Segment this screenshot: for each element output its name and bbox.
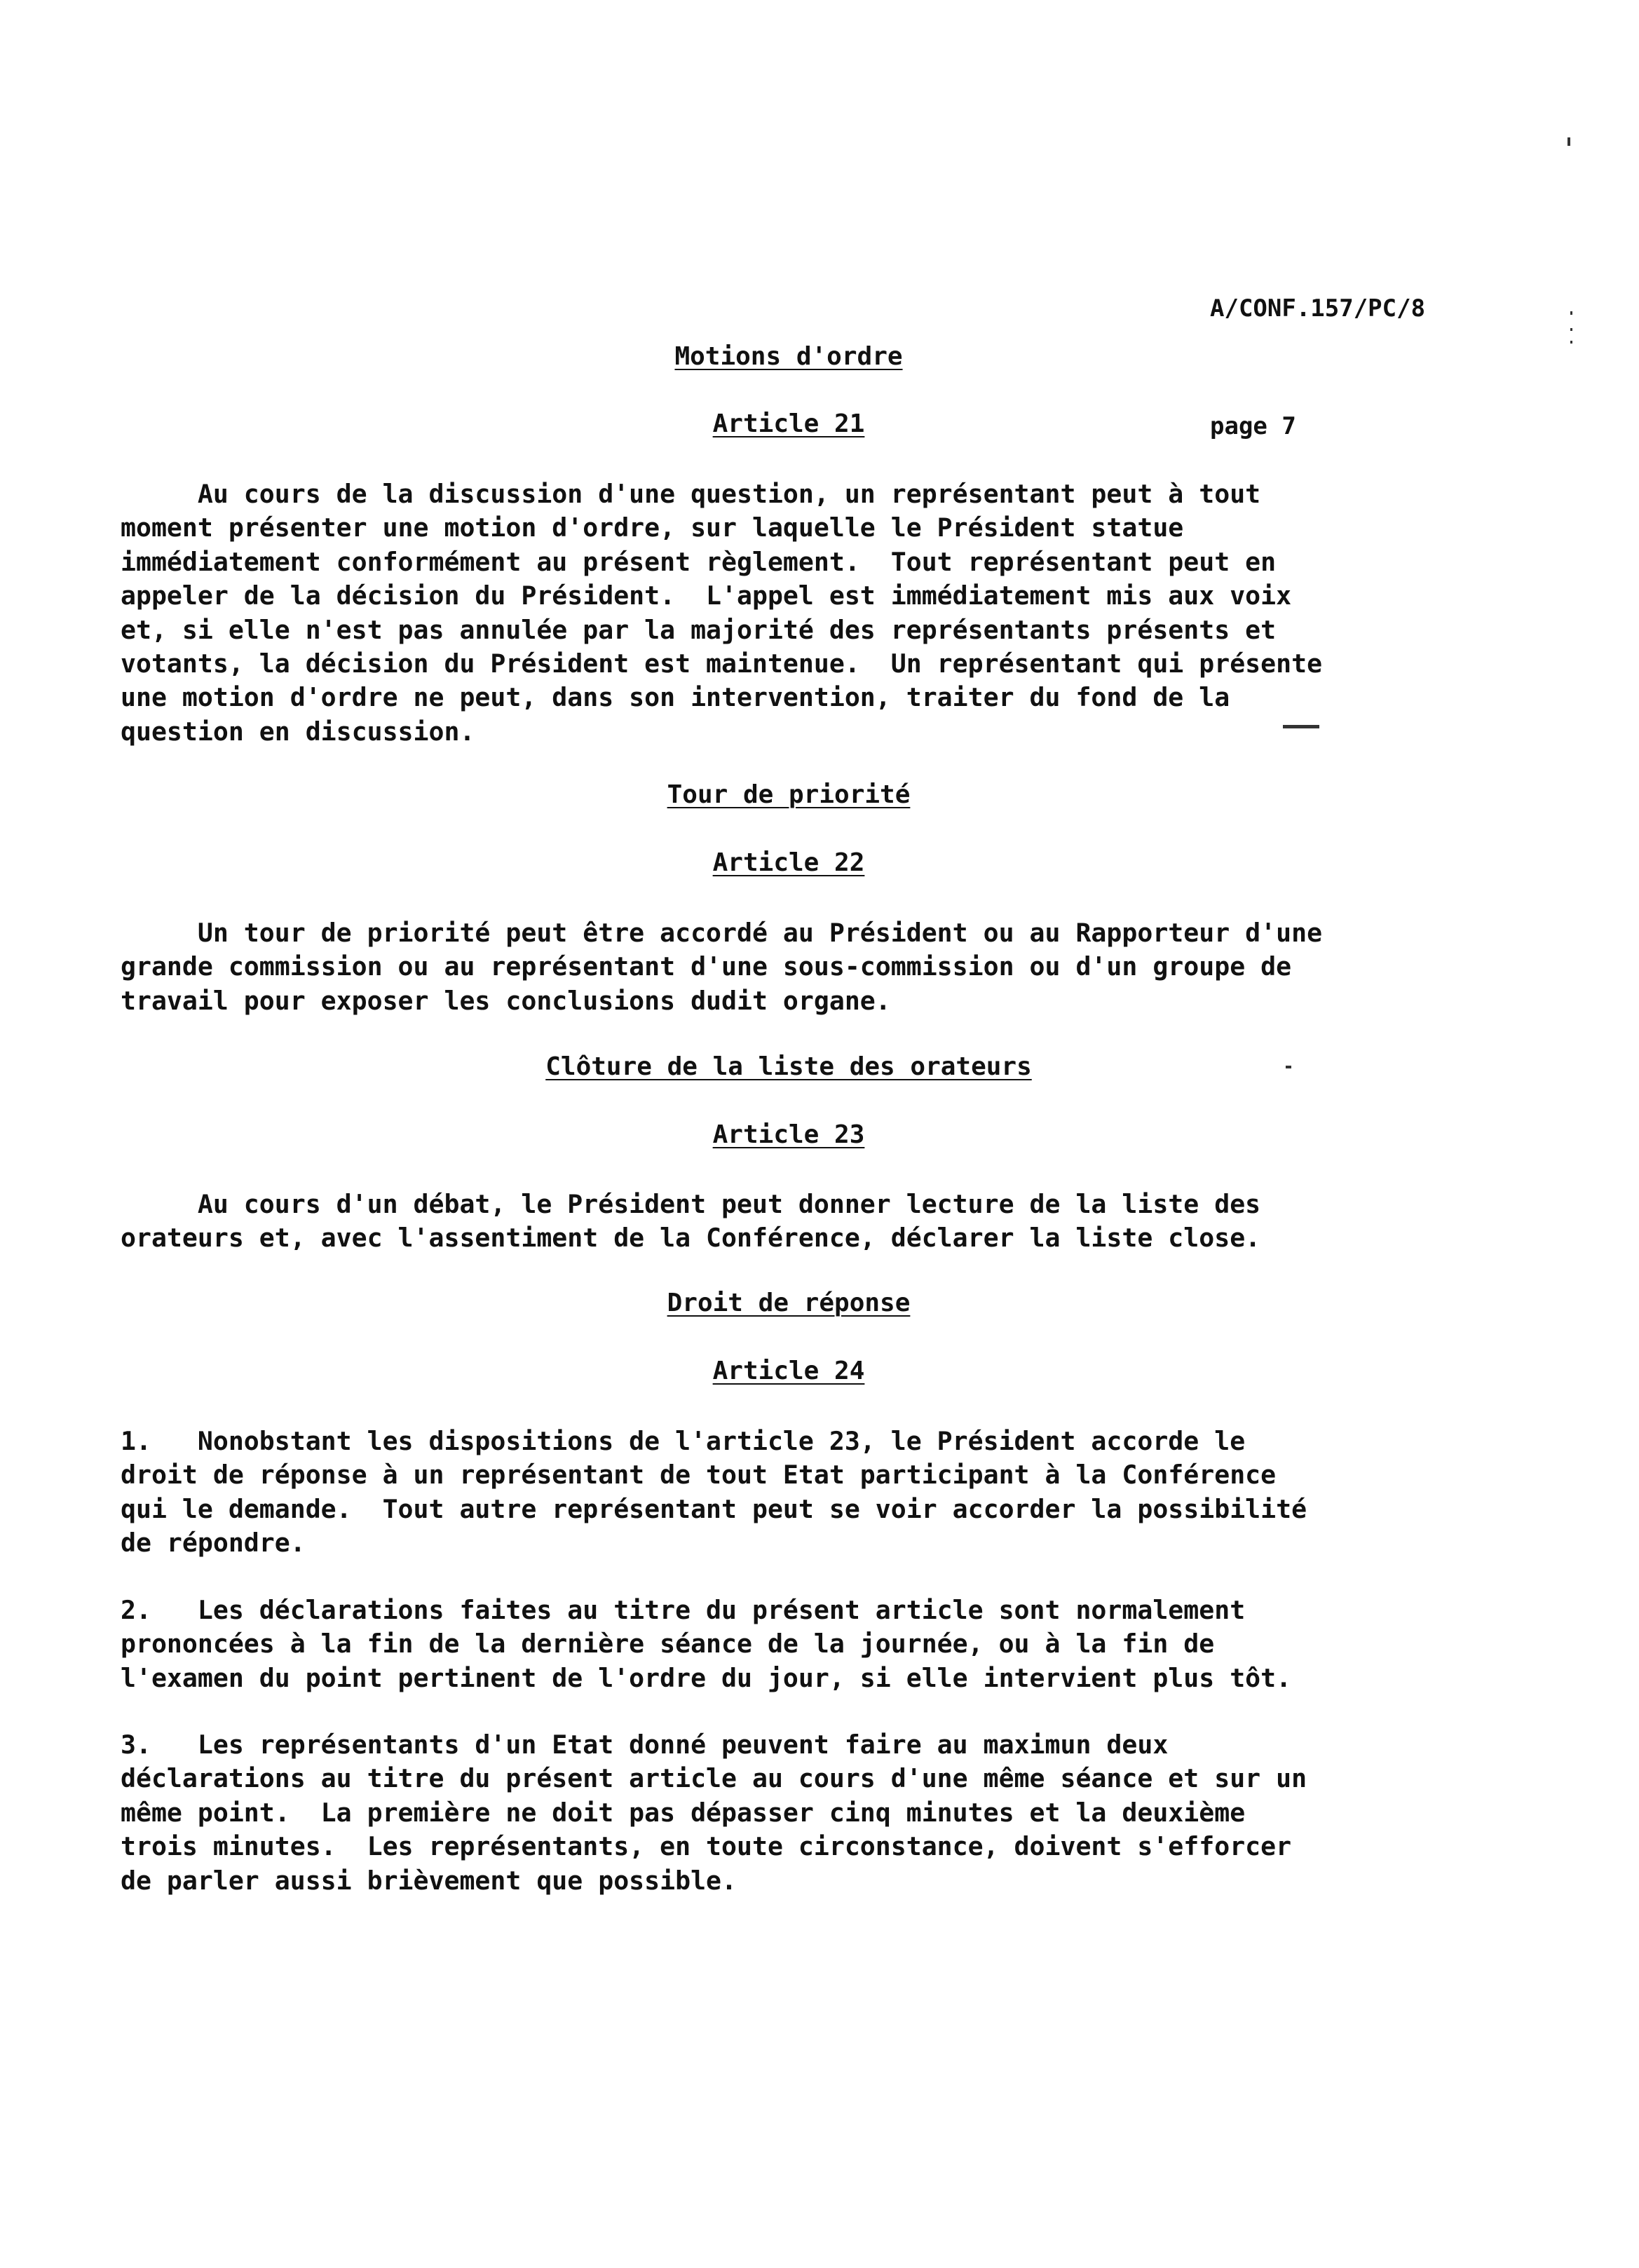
text-line: votants, la décision du Président est maintenue. Un représentant qui présente — [121, 649, 1323, 679]
text-line: une motion d'ordre ne peut, dans son intervention, traiter du fond de la — [121, 682, 1230, 713]
text-line: l'examen du point pertinent de l'ordre du jour, si elle intervient plus tôt. — [121, 1662, 1292, 1693]
text-line: moment présenter une motion d'ordre, sur laquelle le Président statue — [121, 512, 1184, 543]
paragraph — [121, 477, 1530, 749]
text-line: 2. Les déclarations faites au titre du présent article sont normalement — [121, 1595, 1246, 1625]
text-line: immédiatement conformément au présent règlement. Tout représentant peut en — [121, 546, 1277, 577]
text-line: travail pour exposer les conclusions dudit organe. — [121, 985, 891, 1016]
section-title: Tour de priorité — [667, 780, 911, 809]
scan-speck — [1570, 341, 1572, 344]
text-line: Un tour de priorité peut être accordé au Président ou au Rapporteur d'une — [121, 918, 1323, 948]
article-heading: Article 22 — [712, 848, 865, 877]
text-line: déclarations au titre du présent article au cours d'une même séance et sur un — [121, 1763, 1307, 1794]
scan-speck — [1567, 137, 1570, 146]
section-title: Droit de réponse — [667, 1289, 911, 1317]
page-number: page 7 — [1210, 412, 1296, 440]
text-line: Au cours d'un débat, le Président peut donner lecture de la liste des — [121, 1189, 1261, 1219]
scan-speck — [1570, 328, 1572, 331]
section-title: Clôture de la liste des orateurs — [545, 1052, 1032, 1081]
section-title: Motions d'ordre — [674, 342, 903, 371]
text-line: et, si elle n'est pas annulée par la majorité des représentants présents et — [121, 614, 1277, 645]
text-line: droit de réponse à un représentant de tout Etat participant à la Conférence — [121, 1460, 1277, 1491]
text-line: de parler aussi brièvement que possible. — [121, 1865, 737, 1896]
numbered-paragraph — [121, 1594, 1530, 1695]
article-heading: Article 24 — [712, 1357, 865, 1385]
text-line: trois minutes. Les représentants, en toute circonstance, doivent s'efforcer — [121, 1831, 1292, 1862]
article-heading: Article 23 — [712, 1120, 865, 1149]
text-line: 3. Les représentants d'un Etat donné peuvent faire au maximun deux — [121, 1730, 1169, 1760]
text-line: Au cours de la discussion d'une question, un représentant peut à tout — [121, 479, 1261, 509]
article-heading: Article 21 — [712, 409, 865, 438]
text-line: prononcées à la fin de la dernière séance de la journée, ou à la fin de — [121, 1629, 1215, 1659]
text-line: qui le demande. Tout autre représentant peut se voir accorder la possibilité — [121, 1493, 1307, 1524]
text-line: grande commission ou au représentant d'une sous-commission ou d'un groupe de — [121, 951, 1292, 982]
paragraph — [121, 1188, 1530, 1256]
document-symbol: A/CONF.157/PC/8 — [1210, 294, 1426, 322]
numbered-paragraph — [121, 1728, 1530, 1898]
text-line: orateurs et, avec l'assentiment de la Conférence, déclarer la liste close. — [121, 1223, 1261, 1254]
text-line: 1. Nonobstant les dispositions de l'article 23, le Président accorde le — [121, 1426, 1246, 1456]
numbered-paragraph — [121, 1425, 1530, 1561]
scan-speck — [1283, 725, 1319, 728]
text-line: appeler de la décision du Président. L'appel est immédiatement mis aux voix — [121, 580, 1292, 611]
text-line: question en discussion. — [121, 716, 475, 747]
text-line: même point. La première ne doit pas dépasser cinq minutes et la deuxième — [121, 1797, 1246, 1828]
text-line: de répondre. — [121, 1528, 306, 1559]
scan-speck — [1286, 1066, 1291, 1068]
paragraph — [121, 916, 1530, 1018]
scan-speck — [1570, 311, 1572, 315]
